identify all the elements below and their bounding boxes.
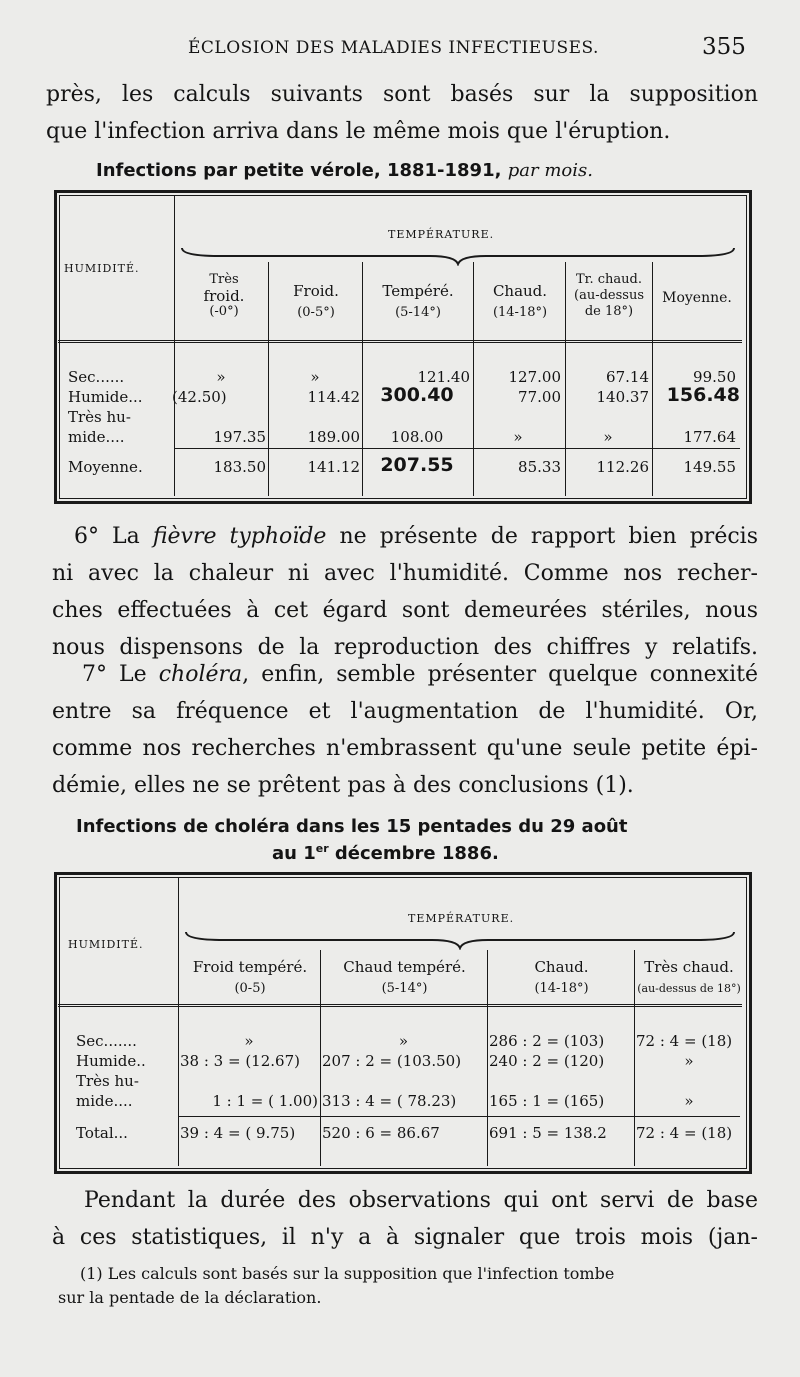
text-line: [52, 518, 758, 555]
table2-header-rule: [58, 1004, 742, 1007]
footnote-line: (1) Les calculs sont basés sur la supposition que l'infection tombe: [80, 1264, 615, 1283]
table1-cell: 85.33: [518, 458, 561, 476]
header-line: froid.: [203, 287, 245, 305]
table1-cell: 177.64: [683, 428, 736, 446]
header-line: Très chaud.: [644, 958, 734, 976]
table1-cell: 99.50: [693, 368, 736, 386]
table2-sum-rule: [178, 1116, 740, 1117]
text-line: ches effectuées à cet égard sont demeurées stériles, nous: [52, 598, 758, 623]
header-line: Moyenne.: [662, 290, 732, 306]
table1-col-header: [270, 280, 362, 324]
table2-cell: 520 : 6 = 86.67: [322, 1124, 440, 1142]
table1-cell: 67.14: [606, 368, 649, 386]
table2-cell: »: [398, 1032, 409, 1050]
text-line: [52, 656, 758, 693]
table2-col-header: [180, 956, 320, 1000]
table2-humidity-label: HUMIDITÉ.: [68, 938, 144, 951]
table1-col-rule: [652, 262, 653, 496]
table2-cell: »: [244, 1032, 254, 1050]
header-line: Chaud.: [534, 958, 589, 976]
header-line: (0-5): [234, 981, 266, 996]
table1-row-label: Sec......: [68, 368, 125, 386]
text-fragment: Pendant la durée des observations qui ont servi de base: [84, 1188, 758, 1213]
header-line: Tempéré.: [382, 282, 454, 300]
table1-caption: [96, 160, 593, 181]
header-line: Chaud.: [492, 282, 548, 300]
footnote-line: sur la pentade de la déclaration.: [58, 1288, 322, 1307]
table1-row-label: Moyenne.: [68, 458, 143, 476]
text-line: près, les calculs suivants sont basés sur la supposition: [46, 82, 758, 107]
text-fragment: , enfin, semble présenter quelque connexité: [242, 662, 758, 687]
header-line: Tr. chaud.: [576, 272, 642, 287]
table1-col-rule: [174, 196, 175, 496]
table2-row-label: mide....: [76, 1092, 133, 1110]
table1-row-label: Très hu-: [68, 408, 131, 426]
table2-caption-line1: Infections de choléra dans les 15 pentades du 29 août: [76, 816, 628, 837]
header-line: Très: [209, 272, 239, 287]
table1-sum-rule: [174, 448, 740, 449]
italic-term: choléra: [158, 662, 243, 687]
table1-col-header: [566, 272, 652, 320]
table2-temperature-label: TEMPÉRATURE.: [408, 912, 515, 925]
text-line: comme nos recherches n'embrassent qu'une seule petite épi-: [52, 736, 758, 761]
table2-col-header: [322, 956, 487, 1000]
text-fragment: [52, 1188, 84, 1213]
table2-cell: 39 : 4 = ( 9.75): [180, 1124, 296, 1142]
table2-cell: »: [684, 1052, 694, 1070]
header-line: Chaud tempéré.: [343, 958, 466, 976]
running-header: ÉCLOSION DES MALADIES INFECTIEUSES.: [188, 38, 599, 58]
header-line: (14-18°): [492, 305, 548, 320]
table2-cell: 313 : 4 = ( 78.23): [322, 1092, 457, 1110]
table1-cell: 197.35: [213, 428, 266, 446]
table1-cell: 300.40: [380, 384, 454, 406]
table1-cell: »: [310, 368, 320, 386]
table1-cell: 183.50: [213, 458, 266, 476]
table1-cell: »: [216, 368, 226, 386]
text-fragment: ne présente de rapport bien précis: [326, 524, 758, 549]
table2-col-rule: [178, 878, 179, 1166]
header-line: Froid.: [293, 282, 339, 300]
intro-paragraph: [46, 76, 758, 150]
table1-cell: 156.48: [666, 384, 740, 406]
table2-cell: »: [684, 1092, 694, 1110]
table2-row-label: Total...: [76, 1124, 128, 1142]
table1-cell: 108.00: [390, 428, 444, 446]
table1-cell: 189.00: [307, 428, 360, 446]
table2-col-header: [489, 956, 634, 1000]
table2-cell: 240 : 2 = (120): [489, 1052, 605, 1070]
table1-col-header: [182, 272, 266, 320]
table2-col-header: [636, 956, 742, 1000]
table2-cell: 72 : 4 = (18): [636, 1032, 733, 1050]
table1-cell: (42.50): [172, 388, 227, 406]
table1-humidity-label: HUMIDITÉ.: [64, 262, 140, 275]
text-line: ni avec la chaleur ni avec l'humidité. Comme nos recher-: [52, 561, 758, 586]
table2-row-label: Humide..: [76, 1052, 146, 1070]
table1-row-label: mide....: [68, 428, 125, 446]
table1-temperature-label: TEMPÉRATURE.: [388, 228, 495, 241]
table2-row-label: Sec.......: [76, 1032, 137, 1050]
table2-cell: 38 : 3 = (12.67): [180, 1052, 300, 1070]
table1-header-rule: [58, 340, 742, 343]
header-line: (14-18°): [534, 981, 589, 996]
header-line: (0-5°): [297, 305, 335, 320]
table1-cell: 149.55: [683, 458, 736, 476]
text-line: démie, elles ne se prêtent pas à des conclusions (1).: [52, 773, 634, 798]
table1-col-header: [364, 280, 472, 324]
text-line: [52, 1182, 758, 1219]
table1-cell: 121.40: [417, 368, 470, 386]
text-line: nous dispensons de la reproduction des chiffres y relatifs.: [52, 635, 758, 660]
text-line: à ces statistiques, il n'y a à signaler que trois mois (jan-: [52, 1225, 758, 1250]
table2-col-rule: [487, 950, 488, 1166]
temperature-brace: [180, 246, 736, 266]
table1-cell: 127.00: [508, 368, 561, 386]
header-line: Froid tempéré.: [192, 958, 308, 976]
header-line: (5-14°): [395, 305, 441, 320]
table1-cell: 77.00: [518, 388, 561, 406]
table1-cell: 112.26: [596, 458, 649, 476]
table2-cell: 72 : 4 = (18): [636, 1124, 733, 1142]
table2-col-rule: [320, 950, 321, 1166]
page-number: 355: [702, 34, 746, 60]
text-line: entre sa fréquence et l'augmentation de l'humidité. Or,: [52, 699, 758, 724]
italic-term: fièvre typhoïde: [152, 524, 327, 549]
header-line: (au-dessus de 18°): [637, 982, 741, 995]
table1-cell: »: [513, 428, 523, 446]
table1-caption-italic: par mois.: [507, 160, 593, 181]
text-fragment: 7° Le: [82, 662, 159, 687]
table2-cell: 286 : 2 = (103): [489, 1032, 605, 1050]
table1-cell: 207.55: [380, 454, 454, 476]
table2-caption-line2: au 1er décembre 1886.: [272, 842, 499, 864]
table1-col-rule: [362, 262, 363, 496]
table2-cell: 1 : 1 = ( 1.00): [212, 1092, 318, 1110]
table1-row-label: Humide...: [68, 388, 143, 406]
table1-cell: 114.42: [307, 388, 360, 406]
table1-caption-text: Infections par petite vérole, 1881-1891,: [96, 160, 502, 181]
table1-col-header: [475, 280, 565, 324]
table1-cell: »: [603, 428, 613, 446]
header-line: (-0°): [209, 304, 239, 319]
table2-row-label: Très hu-: [76, 1072, 139, 1090]
paragraph-typhoid: [52, 518, 758, 666]
header-line: de 18°): [584, 304, 634, 319]
table1-cell: 140.37: [596, 388, 649, 406]
table1-col-rule: [268, 262, 269, 496]
paragraph-cholera: [52, 656, 758, 804]
table1-col-rule: [473, 262, 474, 496]
header-line: (5-14°): [381, 981, 428, 996]
table2-cell: 207 : 2 = (103.50): [322, 1052, 462, 1070]
temperature-brace: [184, 930, 736, 950]
text-fragment: 6° La: [74, 524, 153, 549]
table2-cell: 691 : 5 = 138.2: [489, 1124, 607, 1142]
table1-cell: 141.12: [307, 458, 360, 476]
header-line: (au-dessus: [574, 288, 644, 303]
table2-cell: 165 : 1 = (165): [489, 1092, 605, 1110]
text-line: que l'infection arriva dans le même mois que l'éruption.: [46, 119, 671, 144]
closing-paragraph: [52, 1182, 758, 1256]
table1-col-header: [654, 290, 740, 306]
table2-col-rule: [634, 950, 635, 1166]
